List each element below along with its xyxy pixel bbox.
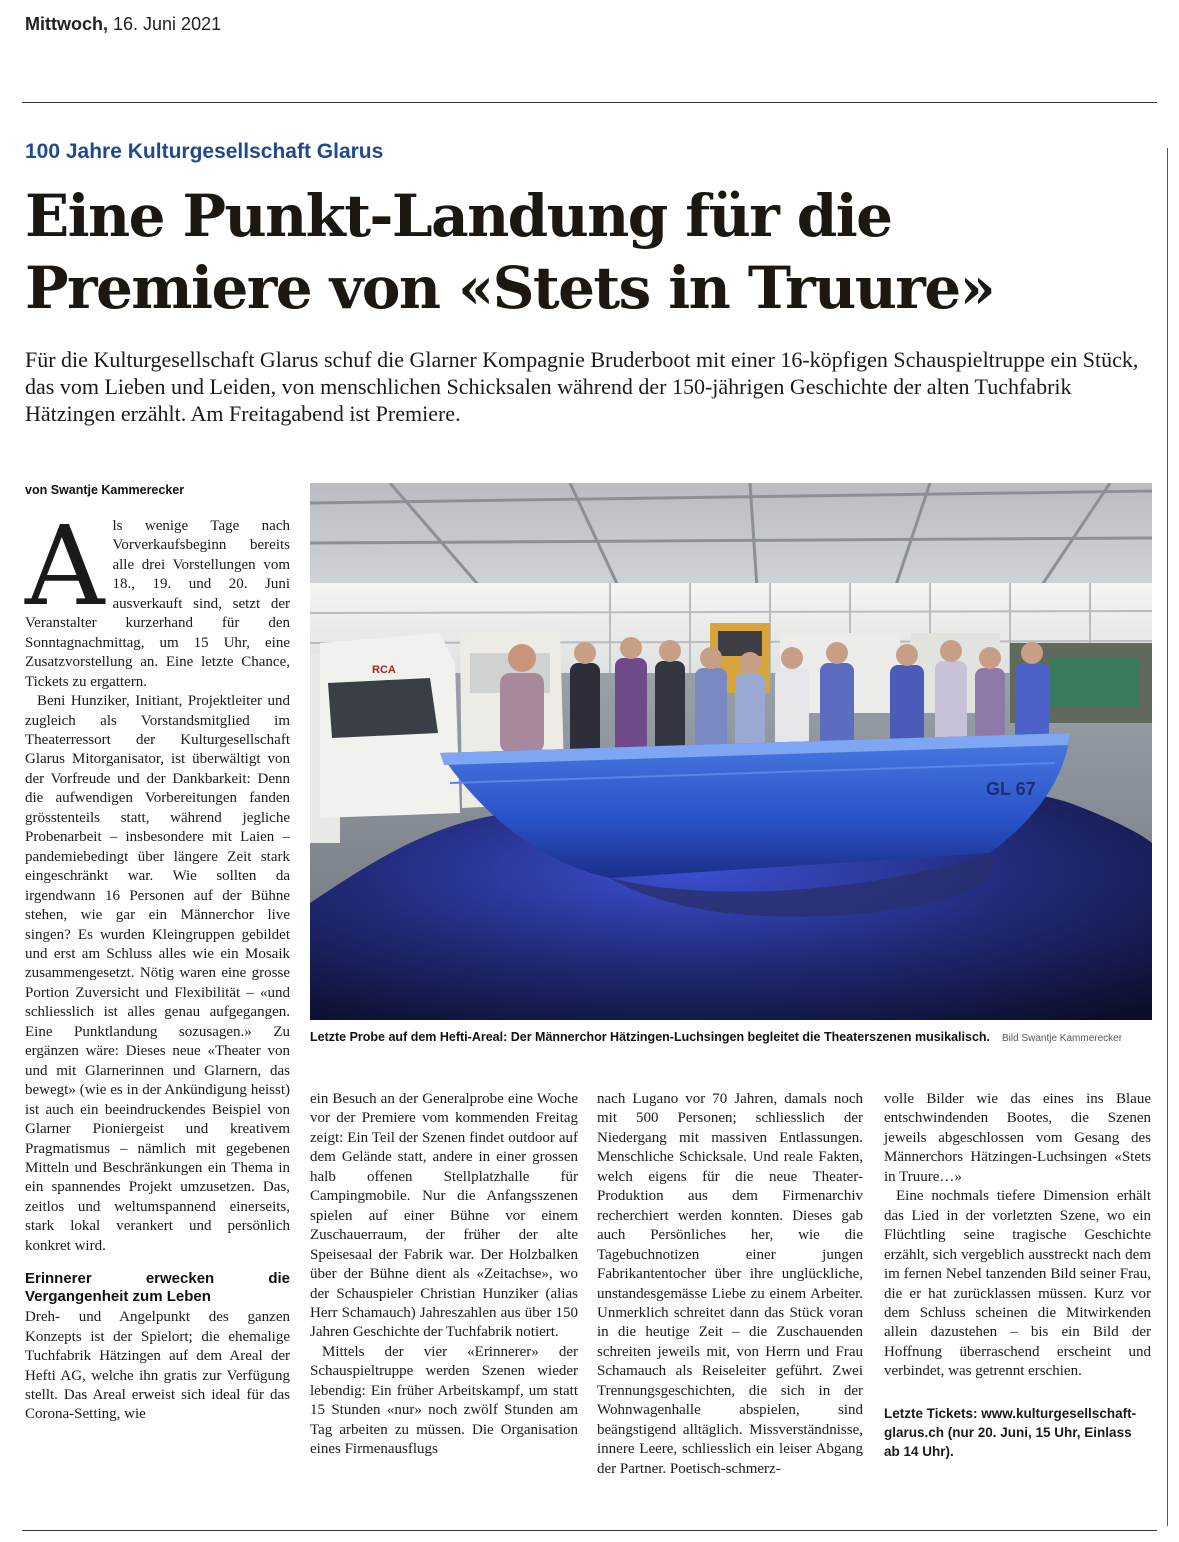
lead-paragraph: Für die Kulturgesellschaft Glarus schuf die Glarner Kompagnie Bruderboot mit einer 16-köpfigen Schauspieltruppe ein Stück, das vom Lieben und Leiden, von menschlichen Schicksalen während der 150-jährigen Geschichte der alten Tuchfabrik Hätzingen erzählt. Am Freitagabend ist Premiere.: [25, 347, 1139, 426]
headline: [25, 180, 1165, 324]
paragraph-1-text: ls wenige Tage nach Vorverkaufsbeginn bereits alle drei Vorstellungen vom 18., 19. und 20. Juni ausverkauft sind, setzt der Veranstalter kurzerhand für den Sonntagnachmittag, um 15 Uhr, eine Zusatzvorstellung an. Eine letzte Chance, Tickets zu ergattern.: [25, 518, 290, 690]
tickets-note: Letzte Tickets: www.kulturgesellschaft-glarus.ch (nur 20. Juni, 15 Uhr, Einlass ab 14 Uhr).: [884, 1405, 1137, 1459]
caption-text: Letzte Probe auf dem Hefti-Areal: Der Männerchor Hätzingen-Luchsingen begleitet die Theaterszenen musikalisch.: [310, 1030, 990, 1044]
paragraph-2: Beni Hunziker, Initiant, Projektleiter und zugleich als Vorstandsmitglied im Theaterressort der Kulturgesellschaft Glarus Mitorganisator, ist überwältigt von der Vorfreude und der Dankbarkeit: Denn die aufwendigen Vorbereitungen fanden grösstenteils statt, während jegliche Probenarbeit – insbesondere mit Laien – pandemiebedingt über längere Zeit stark eingeschränkt war. Wie sollten da irgendwann 16 Personen auf der Bühne stehen, wie gar ein Männerchor live singen? Es wurden Kleingruppen gebildet und erst am Schluss alles wie ein Mosaik zusammengesetzt. Nötig waren eine grosse Portion Zuversicht und Flexibilität – «und schliesslich ist alles genau aufgegangen. Eine Punktlandung sozusagen.» Zu ergänzen wäre: Dieses neue «Theater von und mit Glarnerinnen und Glarnern, das bewegt» (wie es in der Ankündigung heisst) ist auch ein beeindruckendes Beispiel von Glarner Pioniergeist und kreativem Pragmatismus – nämlich mit gegebenen Mitteln und Beschränkungen ein Thema in ein spannendes Projekt umzusetzen. Das, zeitlos und weltumspannend einerseits, stark lokal verankert und persönlich konkret wird.: [25, 693, 290, 1254]
van-label: RCA: [372, 664, 396, 676]
subheading: Erinnerer erwecken die Vergangenheit zum Leben: [25, 1270, 290, 1306]
article-column-1: [25, 502, 290, 1425]
paragraph-5: Eine nochmals tiefere Dimension erhält das Lied in der vorletzten Szene, wo ein Flüchtling seine tragische Geschichte erzählt, sich vergeblich ausstreckt nach dem im fernen Nebel tanzenden Bild seiner Frau, die er hat zurücklassen müssen. Kurz vor dem Schluss scheinen die Mitwirkenden allein dazustehen – bis ein Bild der Hoffnung überraschend erscheint und verbindet, was getrennt erschien.: [884, 1188, 1151, 1380]
rehearsal-photo-illustration: [310, 483, 1152, 1020]
dateline: [25, 14, 221, 35]
paragraph-4-start: Mittels der vier «Erinnerer» der Schauspieltruppe werden Szenen wieder lebendig: Ein früher Arbeitskampf, um statt 15 Stunden «nur» noch zwölf Stunden am Tag arbeiten zu müssen. Die Organisation eines Firmenausflugs: [310, 1343, 578, 1458]
headline-line-1: Eine Punkt-Landung für die: [25, 182, 892, 250]
paragraph-3-start: Dreh- und Angelpunkt des ganzen Konzepts ist der Spielort; die ehemalige Tuchfabrik Hätzingen auf dem Areal der Hefti AG, welche ihn gratis zur Verfügung stellt. Das Areal erweist sich ideal für das Corona-Setting, wie: [25, 1309, 290, 1423]
headline-line-2: Premiere von «Stets in Truure»: [25, 254, 995, 322]
paragraph-1: [25, 502, 290, 692]
top-rule: [22, 102, 1157, 103]
paragraph-4-end: volle Bilder wie das eines ins Blaue entschwindenden Bootes, die Szenen jeweils abgeschlossen vom Gesang des Männerchors Hätzingen-Luchsingen «Stets in Truure…»: [884, 1091, 1151, 1185]
article-photo: [310, 483, 1152, 1020]
bottom-rule: [22, 1530, 1157, 1531]
section-kicker: 100 Jahre Kulturgesellschaft Glarus: [25, 140, 384, 163]
article-column-3: [597, 1090, 863, 1479]
byline: von Swantje Kammerecker: [25, 483, 185, 497]
article-column-4: [884, 1090, 1151, 1461]
photo-credit: Bild Swantje Kammerecker: [1002, 1033, 1123, 1044]
dropcap: A: [25, 502, 105, 630]
paragraph-4-cont: nach Lugano vor 70 Jahren, damals noch mit 500 Personen; schliesslich der Niedergang mit massiven Entlassungen. Menschliche Schicksale. Und reale Fakten, welch eigens für die neue Theater-Produktion aus dem Firmenarchiv recherchiert werden konnten. Dieses gab auch Persönliches her, wie die Tagebuchnotizen einer jungen Fabrikantentocher über ihre unglückliche, unstandesgemässe Liebe zu einem Arbeiter. Unmerklich schreitet dann das Stück voran in die heutige Zeit – die Zuschauenden schreiten jeweils mit, von Herrn und Frau Schamauch als Reiseleiter geführt. Zwei Trennungsgeschichten, die sich in der Wohnwagenhalle abspielen, sind beängstigend alltäglich. Missverständnisse, innere Leere, schliesslich ein leiser Abgang der Partner. Poetisch-schmerz-: [597, 1091, 863, 1477]
right-column-rule: [1167, 148, 1168, 1526]
boat-label: GL 67: [986, 779, 1036, 799]
dateline-day: Mittwoch,: [25, 14, 108, 34]
paragraph-3-cont: ein Besuch an der Generalprobe eine Woche vor der Premiere vom kommenden Freitag zeigt: Ein Teil der Szenen findet outdoor auf dem Gelände statt, andere in einer grossen halb offenen Stellplatzhalle für Campingmobile. Nur die Anfangsszenen spielen auf einer Bühne vor einem Zuschauerraum, der früher der alte Speisesaal der Fabrik war. Der Holzbalken über der Bühne dient als «Zeitachse», wo der Schauspieler Christian Hunziker (alias Herr Schamauch) Jahreszahlen aus über 150 Jahren Geschichte der Tuchfabrik notiert.: [310, 1091, 578, 1341]
article-column-2: [310, 1090, 578, 1460]
photo-caption: [310, 1030, 1155, 1044]
dateline-date: 16. Juni 2021: [113, 14, 222, 34]
